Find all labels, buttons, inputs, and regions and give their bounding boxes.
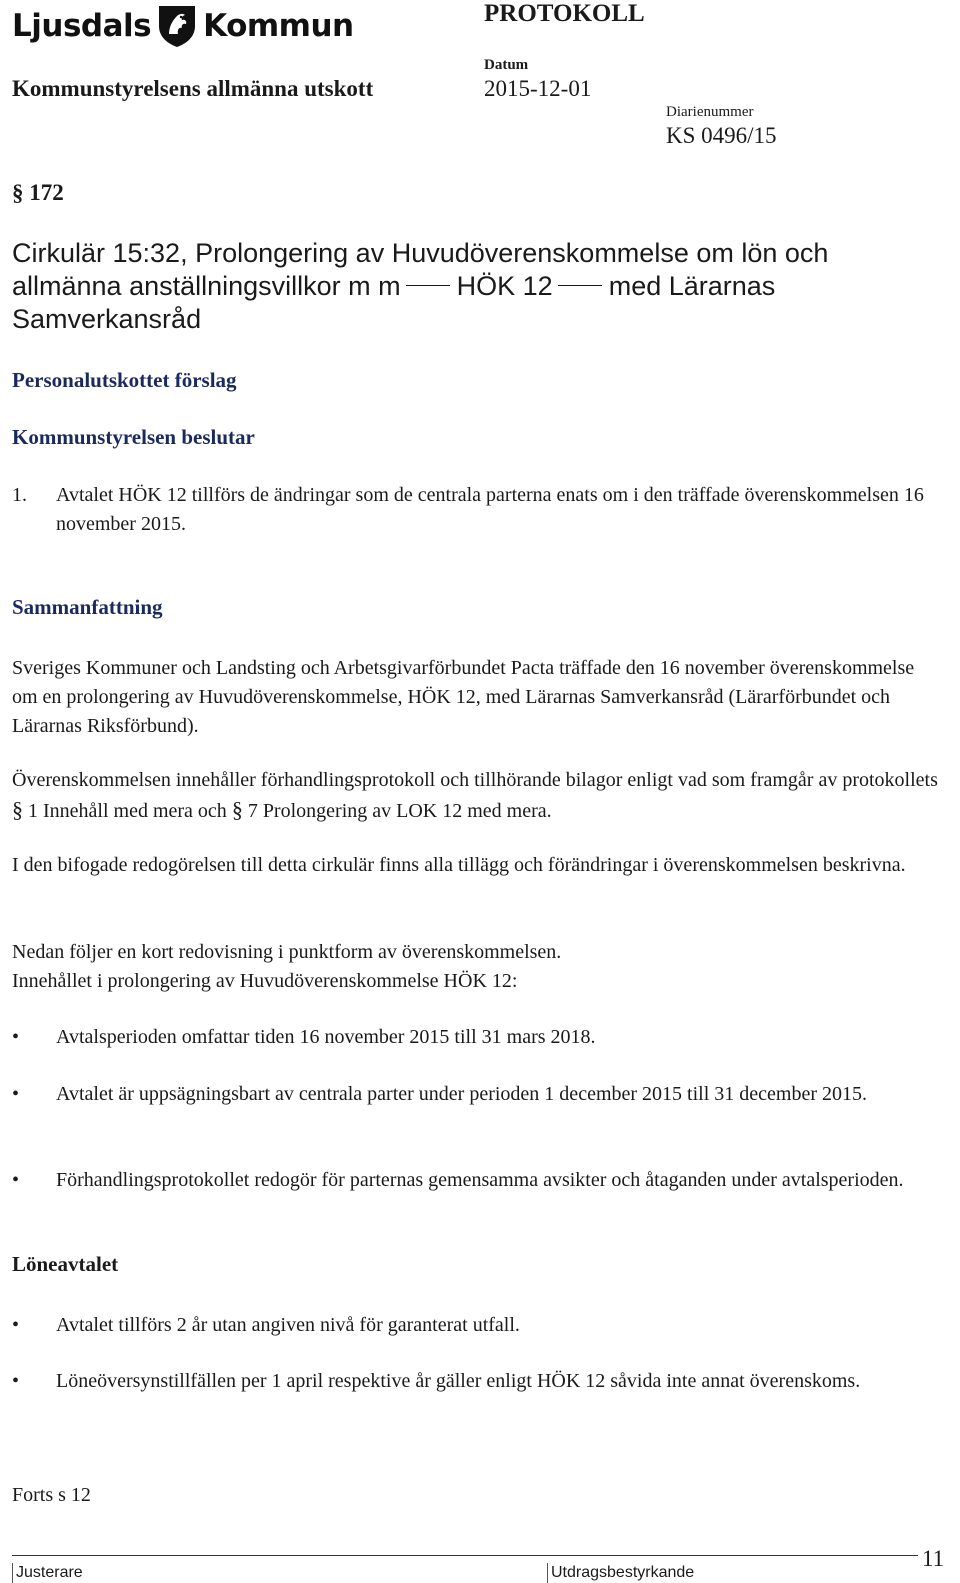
document-type: PROTOKOLL [484,0,645,27]
section-value: 172 [29,180,64,205]
title-dash [558,285,602,286]
committee-name: Kommunstyrelsens allmänna utskott [12,76,374,101]
decision-item [12,481,942,539]
title-line-1: Cirkulär 15:32, Prolongering av Huvudöverenskommelse om lön och [12,238,829,268]
footer-divider [12,1555,918,1556]
wage-agreement-heading: Löneavtalet [12,1252,119,1276]
summary-paragraph: I den bifogade redogörelsen till detta cirkulär finns alla tillägg och förändringar i överenskommelsen beskrivna. [12,854,906,876]
summary-paragraph: Nedan följer en kort redovisning i punktform av överenskommelsen. Innehållet i prolongering av Huvudöverenskommelse HÖK 12: [12,941,562,992]
list-item: • Avtalet är uppsägningsbart av centrala parter under perioden 1 december 2015 till 31 december 2015. [12,1080,942,1109]
list-item: • Avtalet tillförs 2 år utan angiven nivå för garanterat utfall. [12,1311,942,1340]
section-symbol: § [12,180,24,205]
footer-justerare: Justerare [12,1563,546,1583]
proposal-heading: Personalutskottet förslag [12,368,237,392]
municipality-logo [12,4,354,48]
page-title [12,237,912,336]
page-number: 11 [922,1546,945,1571]
footer-utdragsbestyrkande: Utdragsbestyrkande [547,1563,921,1583]
logo-text-left: Ljusdals [12,8,152,44]
date-label: Datum [484,57,529,73]
summary-paragraph: Överenskommelsen innehåller förhandlingsprotokoll och tillhörande bilagor enligt vad som framgår av protokollets § 1 Innehåll med mera och § 7 Prolongering av LOK 12 med mera. [12,769,938,822]
decision-heading: Kommunstyrelsen beslutar [12,425,255,449]
bullet-icon: • [12,1314,20,1336]
list-item: • Avtalsperioden omfattar tiden 16 november 2015 till 31 mars 2018. [12,1023,942,1052]
summary-heading: Sammanfattning [12,595,163,619]
bullet-icon: • [12,1370,20,1392]
title-line-2: allmänna anställningsvillkor m m HÖK 12 med Lärarnas [12,271,776,301]
registration-number-value: KS 0496/15 [666,123,777,148]
bullet-icon: • [12,1026,20,1048]
bullet-icon: • [12,1169,20,1191]
section-symbol: § [12,797,23,822]
continued-note: Forts s 12 [12,1484,91,1506]
decision-number: 1. [12,484,27,506]
logo-text-right: Kommun [203,8,354,44]
date-value: 2015-12-01 [484,76,592,101]
title-dash [406,285,450,286]
decision-text: Avtalet HÖK 12 tillförs de ändringar som de centrala parterna enats om i den träffade överenskommelsen 16 november 2015. [56,484,924,535]
list-item: • Löneöversynstillfällen per 1 april respektive år gäller enligt HÖK 12 såvida inte annat överenskoms. [12,1367,942,1396]
list-item: • Förhandlingsprotokollet redogör för parternas gemensamma avsikter och åtaganden under avtalsperioden. [12,1166,942,1195]
title-line-3: Samverkansråd [12,304,202,334]
section-symbol: § [231,797,243,822]
coat-of-arms-icon [157,4,197,48]
summary-paragraph: Sveriges Kommuner och Landsting och Arbetsgivarförbundet Pacta träffade den 16 november överenskommelse om en prolongering av Huvudöverenskommelse, HÖK 12, med Lärarnas Samverkansråd (Lärarförbundet och Lärarnas Riksförbund). [12,657,915,737]
bullet-icon: • [12,1083,20,1105]
registration-number-label: Diarienummer [666,104,754,120]
section-number [12,180,64,206]
